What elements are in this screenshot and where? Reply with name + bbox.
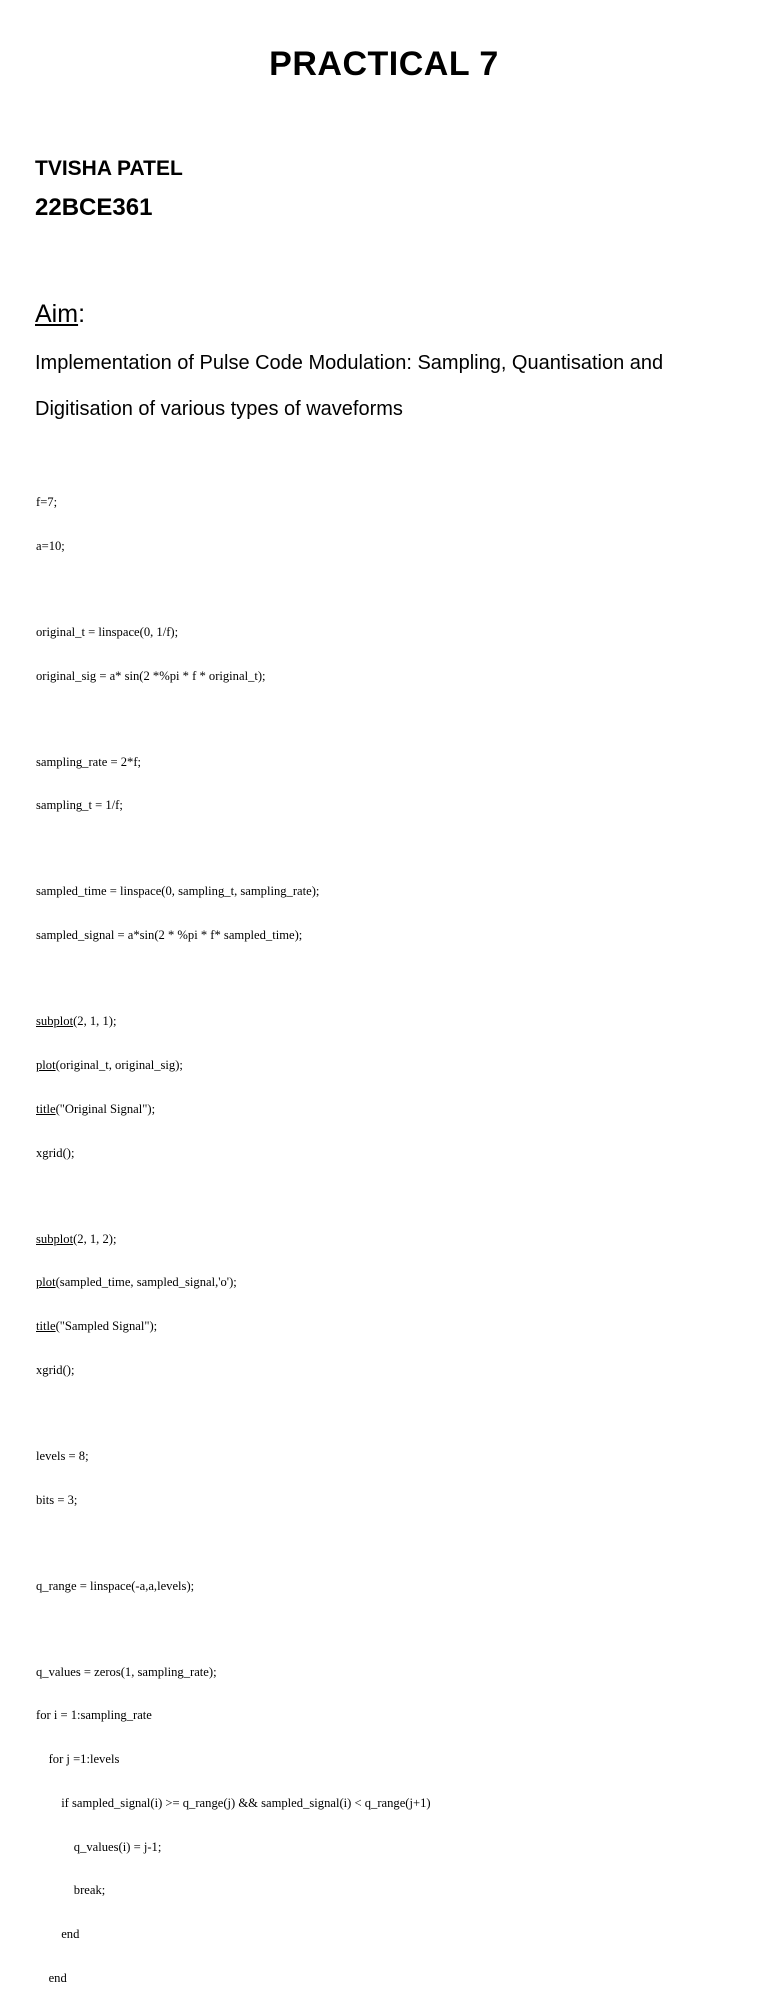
code-function: title bbox=[36, 1101, 56, 1116]
code-line: end bbox=[36, 1927, 80, 1942]
code-line: original_sig = a* sin(2 *%pi * f * original_t); bbox=[36, 668, 266, 683]
code-args: ("Original Signal"); bbox=[55, 1101, 156, 1116]
code-block bbox=[36, 466, 431, 2000]
code-line: a=10; bbox=[36, 538, 65, 553]
code-line bbox=[36, 1319, 431, 1334]
code-line bbox=[36, 1275, 431, 1290]
code-args: (2, 1, 2); bbox=[73, 1231, 117, 1246]
code-line bbox=[36, 1102, 431, 1117]
author-name: TVISHA PATEL bbox=[35, 157, 183, 180]
code-args: (original_t, original_sig); bbox=[55, 1057, 183, 1072]
code-line: xgrid(); bbox=[36, 1145, 75, 1160]
code-line: q_values = zeros(1, sampling_rate); bbox=[36, 1664, 217, 1679]
code-line: sampled_time = linspace(0, sampling_t, sampling_rate); bbox=[36, 884, 320, 899]
code-args: ("Sampled Signal"); bbox=[55, 1319, 158, 1334]
code-line: original_t = linspace(0, 1/f); bbox=[36, 624, 179, 639]
code-function: plot bbox=[36, 1057, 56, 1072]
code-line: xgrid(); bbox=[36, 1362, 75, 1377]
code-line: break; bbox=[36, 1883, 106, 1898]
aim-description-line-1: Implementation of Pulse Code Modulation: Sampling, Quantisation and bbox=[35, 352, 664, 374]
code-line: for i = 1:sampling_rate bbox=[36, 1708, 152, 1723]
code-line bbox=[36, 1014, 431, 1029]
code-line: levels = 8; bbox=[36, 1448, 89, 1463]
aim-colon: : bbox=[78, 300, 86, 328]
code-function: plot bbox=[36, 1275, 56, 1290]
code-line: sampling_rate = 2*f; bbox=[36, 754, 142, 769]
code-line: end bbox=[36, 1971, 67, 1985]
code-line: bits = 3; bbox=[36, 1492, 78, 1507]
roll-number: 22BCE361 bbox=[35, 194, 153, 221]
aim-heading bbox=[35, 298, 85, 330]
code-function: subplot bbox=[36, 1014, 74, 1029]
code-line: sampling_t = 1/f; bbox=[36, 798, 123, 813]
code-function: subplot bbox=[36, 1231, 74, 1246]
code-line: f=7; bbox=[36, 495, 58, 510]
code-line: if sampled_signal(i) >= q_range(j) && sampled_signal(i) < q_range(j+1) bbox=[36, 1795, 431, 1810]
code-line: for j =1:levels bbox=[36, 1752, 120, 1767]
code-function: title bbox=[36, 1319, 56, 1334]
code-line: sampled_signal = a*sin(2 * %pi * f* sampled_time); bbox=[36, 928, 303, 943]
code-line bbox=[36, 1232, 431, 1247]
code-line bbox=[36, 1058, 431, 1073]
page-title: PRACTICAL 7 bbox=[269, 45, 499, 83]
code-line: q_values(i) = j-1; bbox=[36, 1839, 162, 1854]
aim-label: Aim bbox=[35, 300, 79, 328]
code-args: (sampled_time, sampled_signal,'o'); bbox=[55, 1275, 237, 1290]
code-line: q_range = linspace(-a,a,levels); bbox=[36, 1578, 195, 1593]
code-args: (2, 1, 1); bbox=[73, 1014, 117, 1029]
aim-description-line-2: Digitisation of various types of waveforms bbox=[35, 398, 403, 420]
